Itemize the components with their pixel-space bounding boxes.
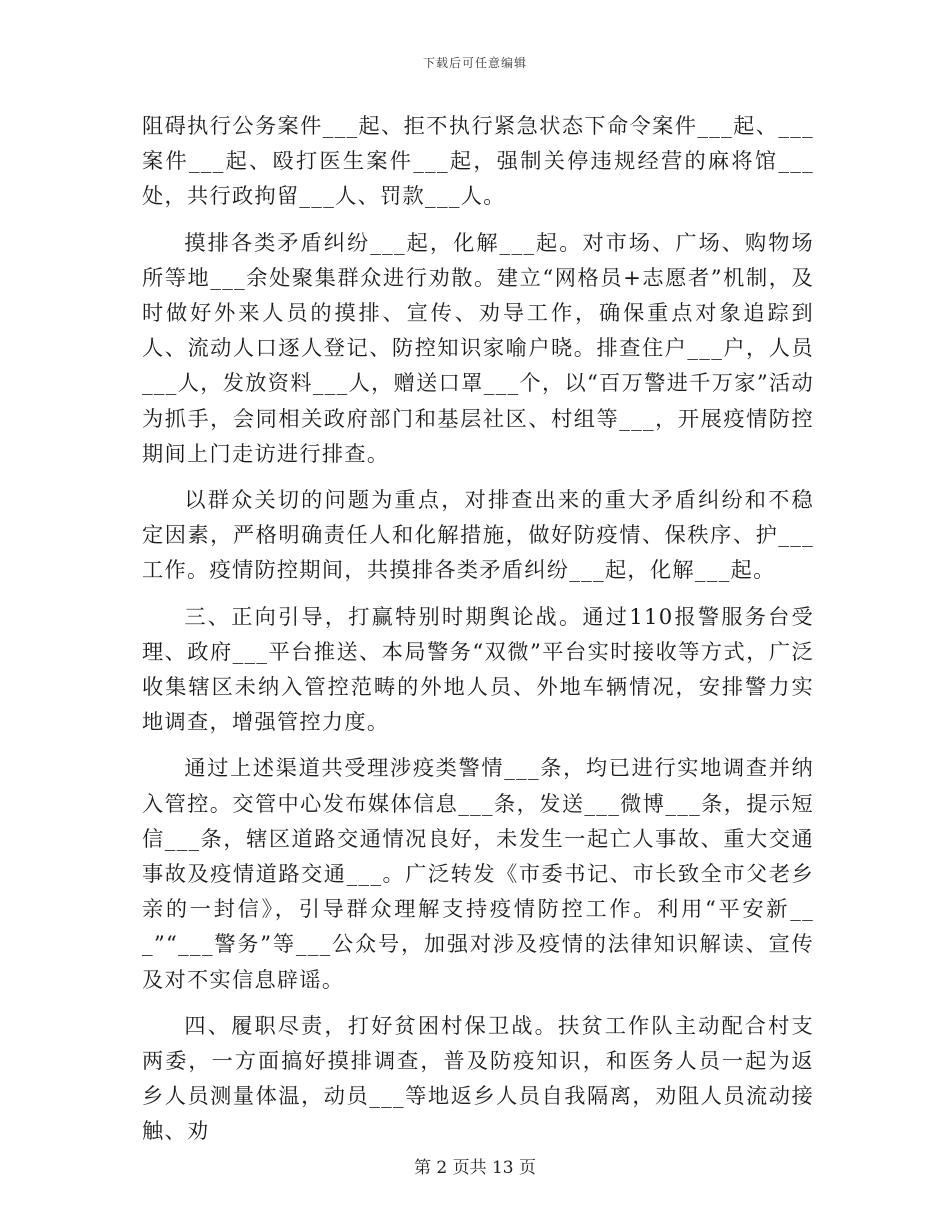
page-footer-number: 第 2 页共 13 页	[413, 1158, 537, 1178]
paragraph-2: 摸排各类矛盾纠纷___起，化解___起。对市场、广场、购物场所等地___余处聚集群众进行劝散。建立“网格员+志愿者”机制，及时做好外来人员的摸排、宣传、劝导工作，确保重点对象追踪到人、流动人口逐人登记、防控知识家喻户晓。排查住户___户，人员___人，发放资料___人，赠送口罩___个，以“百万警进千万家”活动为抓手，会同相关政府部门和基层社区、村组等___，开展疫情防控期间上门走访进行排查。	[142, 229, 814, 466]
paragraph-5: 通过上述渠道共受理涉疫类警情___条，均已进行实地调查并纳入管控。交管中心发布媒体信息___条，发送___微博___条，提示短信___条，辖区道路交通情况良好，未发生一起亡人事故、重大交通事故及疫情道路交通___。广泛转发《市委书记、市长致全市父老乡亲的一封信》，引导群众理解支持疫情防控工作。利用“平安新___”“___警务”等___公众号，加强对涉及疫情的法律知识解读、宣传及对不实信息辟谣。	[142, 755, 814, 992]
paragraph-1: 阻碍执行公务案件___起、拒不执行紧急状态下命令案件___起、___案件___起、殴打医生案件___起，强制关停违规经营的麻将馆___处，共行政拘留___人、罚款___人。	[142, 113, 814, 209]
document-body	[142, 108, 814, 1160]
page-header-note: 下载后可任意编辑	[422, 56, 527, 70]
paragraph-4: 三、正向引导，打赢特别时期舆论战。通过110报警服务台受理、政府___平台推送、本局警务“双微”平台实时接收等方式，广泛收集辖区未纳入管控范畴的外地人员、外地车辆情况，安排警力实地调查，增强管控力度。	[142, 603, 814, 735]
paragraph-6: 四、履职尽责，打好贫困村保卫战。扶贫工作队主动配合村支两委，一方面搞好摸排调查，普及防疫知识，和医务人员一起为返乡人员测量体温，动员___等地返乡人员自我隔离，劝阻人员流动接触、劝	[142, 1012, 814, 1144]
paragraph-3: 以群众关切的问题为重点，对排查出来的重大矛盾纠纷和不稳定因素，严格明确责任人和化解措施，做好防疫情、保秩序、护___工作。疫情防控期间，共摸排各类矛盾纠纷___起，化解___起。	[142, 487, 814, 583]
